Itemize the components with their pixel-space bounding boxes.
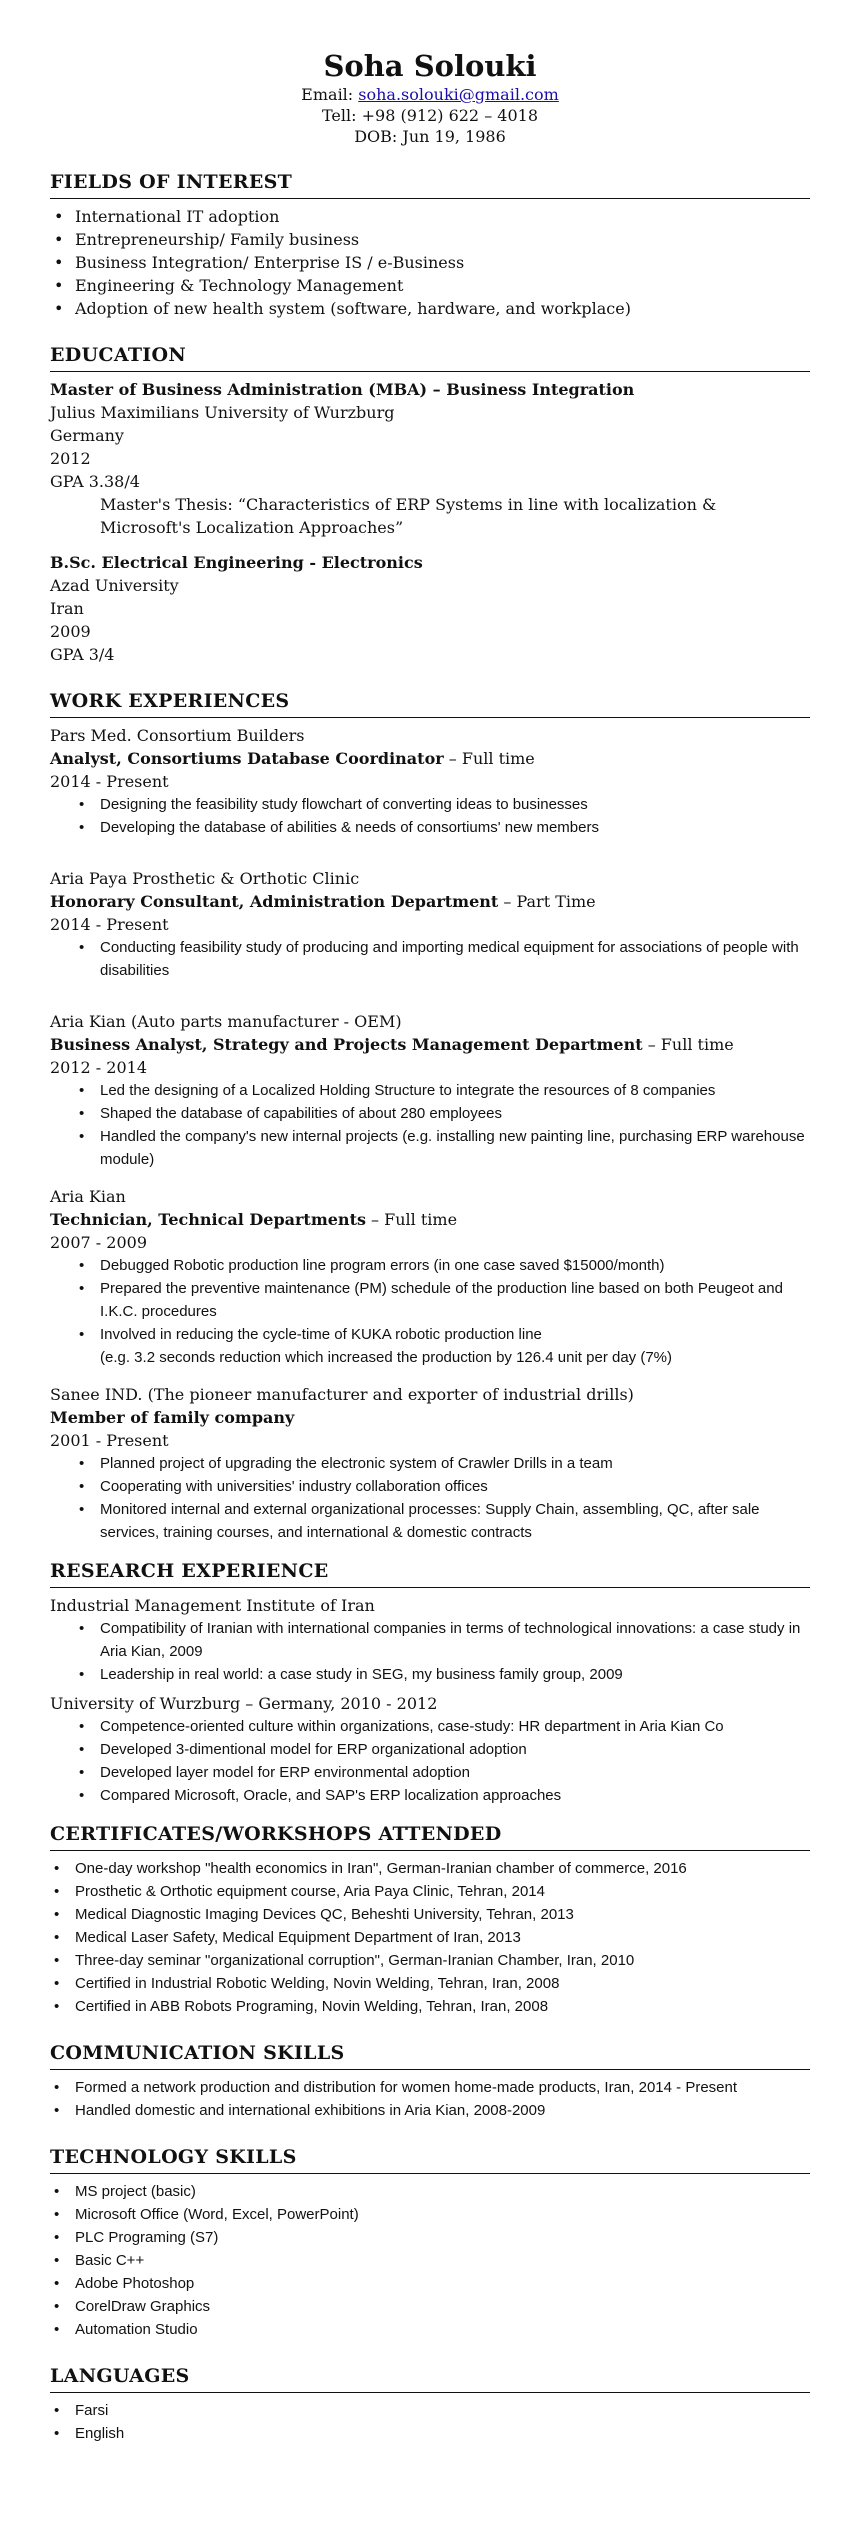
job-bullets: [50, 936, 810, 982]
list-item: • Formed a network production and distribution for women home-made products, Iran, 2014 - Present: [50, 2076, 810, 2099]
job-entry: [50, 1010, 810, 1171]
list-item: • Business Integration/ Enterprise IS / e-Business: [50, 251, 810, 274]
list-item: • Developed 3-dimentional model for ERP organizational adoption: [50, 1738, 810, 1761]
list-item: • Shaped the database of capabilities of about 280 employees: [50, 1102, 810, 1125]
job-entry: [50, 724, 810, 839]
section-title-education: EDUCATION: [50, 342, 810, 372]
degree-title: B.Sc. Electrical Engineering - Electronics: [50, 553, 423, 572]
section-title-certificates: CERTIFICATES/WORKSHOPS ATTENDED: [50, 1821, 810, 1851]
list-item: • Certified in Industrial Robotic Welding, Novin Welding, Tehran, Iran, 2008: [50, 1972, 810, 1995]
list-item: • Handled the company's new internal projects (e.g. installing new painting line, purchasing ERP warehouse module): [50, 1125, 810, 1171]
communication-list: [50, 2076, 810, 2122]
company-name: Aria Paya Prosthetic & Orthotic Clinic: [50, 869, 360, 888]
list-item: • Basic C++: [50, 2249, 810, 2272]
list-item: • Conducting feasibility study of producing and importing medical equipment for associations of people with disabilities: [50, 936, 810, 982]
section-title-communication: COMMUNICATION SKILLS: [50, 2040, 810, 2070]
technology-list: [50, 2180, 810, 2341]
research-section: [50, 1558, 810, 1807]
graduation-year: 2012: [50, 449, 91, 468]
job-period: 2012 - 2014: [50, 1058, 148, 1077]
job-role: Analyst, Consortiums Database Coordinator: [50, 749, 444, 768]
list-item: • Prosthetic & Orthotic equipment course, Aria Paya Clinic, Tehran, 2014: [50, 1880, 810, 1903]
list-item: • Medical Laser Safety, Medical Equipment Department of Iran, 2013: [50, 1926, 810, 1949]
job-period: 2007 - 2009: [50, 1233, 148, 1252]
list-item: • Planned project of upgrading the electronic system of Crawler Drills in a team: [50, 1452, 810, 1475]
list-item: • Led the designing of a Localized Holding Structure to integrate the resources of 8 companies: [50, 1079, 810, 1102]
list-item: • Developing the database of abilities & needs of consortiums' new members: [50, 816, 810, 839]
languages-list: [50, 2399, 810, 2445]
job-entry: [50, 1383, 810, 1544]
section-title-languages: LANGUAGES: [50, 2363, 810, 2393]
gpa: GPA 3/4: [50, 645, 115, 664]
degree-mba: [50, 378, 810, 539]
research-org: Industrial Management Institute of Iran: [50, 1596, 375, 1615]
list-item: • PLC Programing (S7): [50, 2226, 810, 2249]
school-name: Azad University: [50, 576, 179, 595]
dob-line: DOB: Jun 19, 1986: [354, 127, 506, 146]
list-item: • Handled domestic and international exhibitions in Aria Kian, 2008-2009: [50, 2099, 810, 2122]
list-item: • Engineering & Technology Management: [50, 274, 810, 297]
research-org: University of Wurzburg – Germany, 2010 - 2012: [50, 1694, 438, 1713]
job-role: Member of family company: [50, 1408, 295, 1427]
list-item: • Three-day seminar "organizational corruption", German-Iranian Chamber, Iran, 2010: [50, 1949, 810, 1972]
work-section: [50, 688, 810, 1544]
list-item: • Competence-oriented culture within organizations, case-study: HR department in Aria Kian Co: [50, 1715, 810, 1738]
job-role: Technician, Technical Departments: [50, 1210, 366, 1229]
list-item: • Designing the feasibility study flowchart of converting ideas to businesses: [50, 793, 810, 816]
job-bullets: [50, 1254, 810, 1346]
list-item: • Compatibility of Iranian with international companies in terms of technological innovations: a case study in Aria Kian, 2009: [50, 1617, 810, 1663]
job-period: 2014 - Present: [50, 772, 169, 791]
communication-section: [50, 2040, 810, 2122]
list-item: • Farsi: [50, 2399, 810, 2422]
company-name: Aria Kian: [50, 1187, 126, 1206]
school-country: Germany: [50, 426, 124, 445]
job-bullets: [50, 1079, 810, 1171]
company-name: Pars Med. Consortium Builders: [50, 726, 305, 745]
research-bullets: [50, 1617, 810, 1686]
job-role: Honorary Consultant, Administration Department: [50, 892, 499, 911]
gpa: GPA 3.38/4: [50, 472, 140, 491]
section-title-research: RESEARCH EXPERIENCE: [50, 1558, 810, 1588]
job-bullets: [50, 1452, 810, 1544]
job-bullets: [50, 793, 810, 839]
list-item: • International IT adoption: [50, 205, 810, 228]
person-name: Soha Solouki: [323, 49, 537, 83]
list-item: • One-day workshop "health economics in Iran", German-Iranian chamber of commerce, 2016: [50, 1857, 810, 1880]
list-item: • MS project (basic): [50, 2180, 810, 2203]
phone-line: Tell: +98 (912) 622 – 4018: [322, 106, 538, 125]
job-note: (e.g. 3.2 seconds reduction which increased the production by 126.4 unit per day (7%): [100, 1349, 673, 1366]
list-item: • Certified in ABB Robots Programing, Novin Welding, Tehran, Iran, 2008: [50, 1995, 810, 2018]
languages-section: [50, 2363, 810, 2445]
list-item: • Adoption of new health system (software, hardware, and workplace): [50, 297, 810, 320]
list-item: • Prepared the preventive maintenance (PM) schedule of the production line based on both Peugeot and I.K.C. procedures: [50, 1277, 810, 1323]
list-item: • Microsoft Office (Word, Excel, PowerPoint): [50, 2203, 810, 2226]
research-block: [50, 1594, 810, 1686]
list-item: • Leadership in real world: a case study in SEG, my business family group, 2009: [50, 1663, 810, 1686]
job-type: – Part Time: [498, 892, 596, 911]
research-block: [50, 1692, 810, 1807]
list-item: • CorelDraw Graphics: [50, 2295, 810, 2318]
job-role: Business Analyst, Strategy and Projects Management Department: [50, 1035, 643, 1054]
list-item: • Automation Studio: [50, 2318, 810, 2341]
job-entry: [50, 1185, 810, 1369]
company-name: Sanee IND. (The pioneer manufacturer and exporter of industrial drills): [50, 1385, 634, 1404]
section-title-technology: TECHNOLOGY SKILLS: [50, 2144, 810, 2174]
list-item: • Involved in reducing the cycle-time of KUKA robotic production line: [50, 1323, 810, 1346]
education-section: [50, 342, 810, 666]
degree-bsc: [50, 551, 810, 666]
interests-section: [50, 169, 810, 320]
company-name: Aria Kian (Auto parts manufacturer - OEM): [50, 1012, 402, 1031]
job-period: 2001 - Present: [50, 1431, 169, 1450]
school-country: Iran: [50, 599, 84, 618]
job-type: – Full time: [365, 1210, 458, 1229]
job-entry: [50, 867, 810, 982]
certificates-section: [50, 1821, 810, 2018]
section-title-interests: FIELDS OF INTEREST: [50, 169, 810, 199]
degree-title: Master of Business Administration (MBA) – Business Integration: [50, 380, 635, 399]
job-type: – Full time: [642, 1035, 734, 1054]
job-period: 2014 - Present: [50, 915, 169, 934]
section-title-work: WORK EXPERIENCES: [50, 688, 810, 718]
list-item: • Medical Diagnostic Imaging Devices QC, Beheshti University, Tehran, 2013: [50, 1903, 810, 1926]
resume-header: [50, 48, 810, 147]
list-item: • Adobe Photoshop: [50, 2272, 810, 2295]
list-item: • Cooperating with universities' industry collaboration offices: [50, 1475, 810, 1498]
thesis-title: Master's Thesis: “Characteristics of ERP Systems in line with localization & Microsoft's Localization Approaches”: [100, 495, 717, 537]
list-item: • Compared Microsoft, Oracle, and SAP's ERP localization approaches: [50, 1784, 810, 1807]
technology-section: [50, 2144, 810, 2341]
interests-list: [50, 205, 810, 320]
research-bullets: [50, 1715, 810, 1807]
list-item: • Developed layer model for ERP environmental adoption: [50, 1761, 810, 1784]
email-link[interactable]: soha.solouki@gmail.com: [358, 85, 559, 104]
email-line: [50, 84, 810, 105]
list-item: • English: [50, 2422, 810, 2445]
job-type: – Full time: [443, 749, 535, 768]
list-item: • Entrepreneurship/ Family business: [50, 228, 810, 251]
list-item: • Monitored internal and external organizational processes: Supply Chain, assembling, QC, after sale services, training courses, and international & domestic contracts: [50, 1498, 810, 1544]
school-name: Julius Maximilians University of Wurzburg: [50, 403, 395, 422]
certificates-list: [50, 1857, 810, 2018]
email-label: Email:: [301, 85, 359, 104]
list-item: • Debugged Robotic production line program errors (in one case saved $15000/month): [50, 1254, 810, 1277]
graduation-year: 2009: [50, 622, 91, 641]
